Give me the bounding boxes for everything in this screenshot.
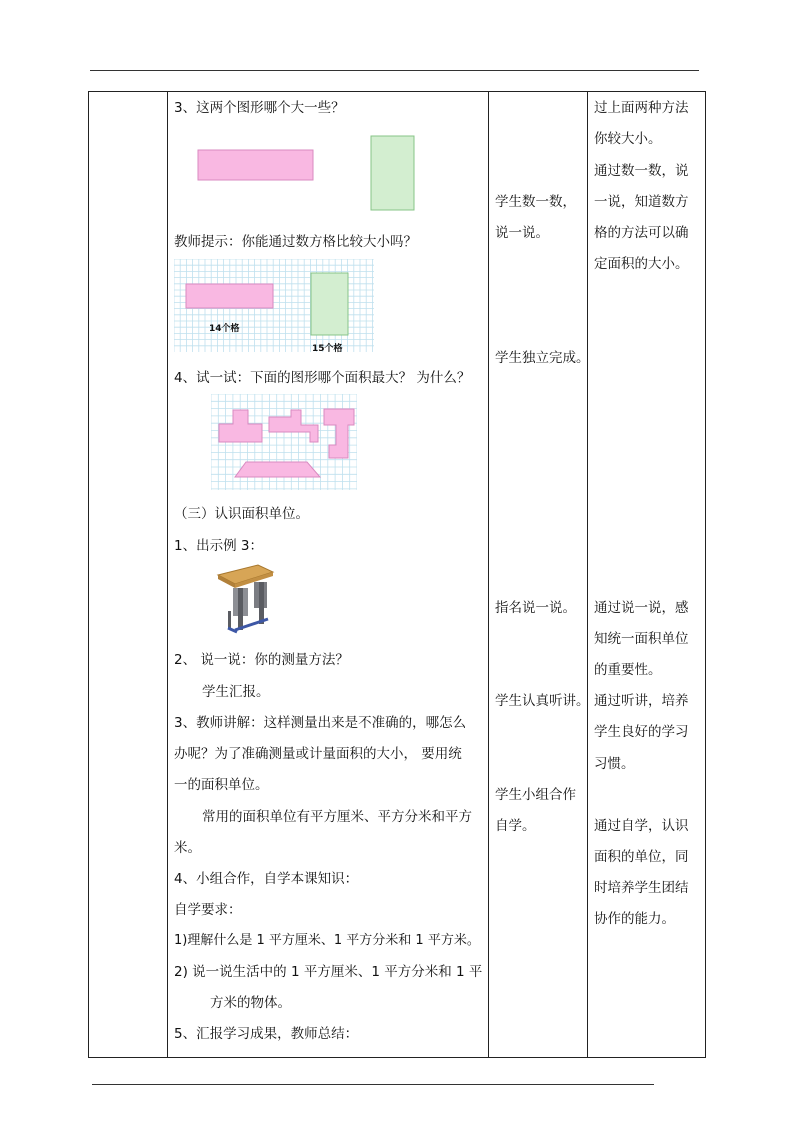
requirement-2-line-1: 2) 说一说生活中的 1 平方厘米、1 平方分米和 1 平	[174, 964, 483, 980]
desk-image	[214, 561, 276, 635]
purpose-2-line-3: 格的方法可以确	[594, 225, 689, 241]
units-line-1: 常用的面积单位有平方厘米、平方分米和平方	[202, 809, 472, 825]
purpose-2-line-1: 通过数一数，说	[594, 163, 689, 179]
purpose-3-line-2: 知统一面积单位	[594, 631, 689, 647]
pink-count-label: 14个格	[209, 324, 240, 334]
purpose-4-line-2: 学生良好的学习	[594, 724, 689, 740]
purpose-3-line-1: 通过说一说，感	[594, 600, 689, 616]
purpose-4-line-3: 习惯。	[594, 756, 635, 772]
requirement-1: 1)理解什么是 1 平方厘米、1 平方分米和 1 平方米。	[174, 933, 480, 948]
say-method: 2、 说一说：你的测量方法？	[174, 652, 349, 668]
student-activity-1-line-2: 说一说。	[495, 225, 549, 241]
explain-line-3: 一的面积单位。	[174, 777, 269, 793]
purpose-5-line-3: 时培养学生团结	[594, 880, 689, 896]
footer-rule	[92, 1084, 654, 1085]
example3-label: 1、出示例 3：	[174, 538, 263, 554]
teacher-hint: 教师提示：你能通过数方格比较大小吗？	[174, 234, 417, 250]
purpose-3-line-3: 的重要性。	[594, 662, 662, 678]
purpose-5-line-1: 通过自学，认识	[594, 818, 689, 834]
self-requirements: 自学要求：	[174, 902, 242, 918]
purpose-4-line-1: 通过听讲，培养	[594, 693, 689, 709]
explain-line-1: 3、教师讲解：这样测量出来是不准确的，哪怎么	[174, 715, 467, 731]
green-rectangle	[371, 136, 414, 210]
pink-rectangle	[198, 150, 313, 180]
purpose-2-line-4: 定面积的大小。	[594, 256, 689, 272]
column-divider-3	[587, 91, 588, 1058]
green-grid-rectangle	[311, 273, 348, 335]
student-activity-2: 学生独立完成。	[495, 350, 590, 366]
purpose-2-line-2: 一说，知道数方	[594, 194, 689, 210]
requirement-2-line-2: 方米的物体。	[210, 995, 291, 1011]
shapes-area-figure	[211, 394, 357, 490]
purpose-5-line-2: 面积的单位，同	[594, 849, 689, 865]
student-activity-4: 学生认真听讲。	[495, 693, 590, 709]
explain-line-2: 办呢？为了准确测量或计量面积的大小， 要用统	[174, 746, 462, 762]
purpose-1-line-2: 你较大小。	[594, 131, 662, 147]
shapes-comparison-figure	[196, 134, 418, 214]
student-activity-5-line-1: 学生小组合作	[495, 787, 576, 803]
student-report: 学生汇报。	[202, 684, 270, 700]
section3-title: （三）认识面积单位。	[174, 506, 309, 522]
pink-grid-rectangle	[186, 284, 273, 308]
q4-title: 4、试一试：下面的图形哪个面积最大？ 为什么？	[174, 370, 471, 386]
student-activity-5-line-2: 自学。	[495, 818, 536, 834]
counting-grid-figure	[174, 259, 374, 352]
green-count-label: 15个格	[312, 344, 343, 354]
group-study: 4、小组合作，自学本课知识：	[174, 871, 359, 887]
shape-d	[235, 462, 320, 477]
column-divider-2	[488, 91, 489, 1058]
purpose-1-line-1: 过上面两种方法	[594, 100, 689, 116]
header-rule	[90, 70, 699, 71]
student-activity-3: 指名说一说。	[495, 600, 576, 616]
purpose-5-line-4: 协作的能力。	[594, 911, 675, 927]
units-line-2: 米。	[174, 840, 201, 856]
column-divider-1	[167, 91, 168, 1058]
summary-line: 5、汇报学习成果，教师总结：	[174, 1026, 359, 1042]
q3-title: 3、这两个图形哪个大一些？	[174, 100, 345, 116]
student-activity-1-line-1: 学生数一数，	[495, 194, 576, 210]
